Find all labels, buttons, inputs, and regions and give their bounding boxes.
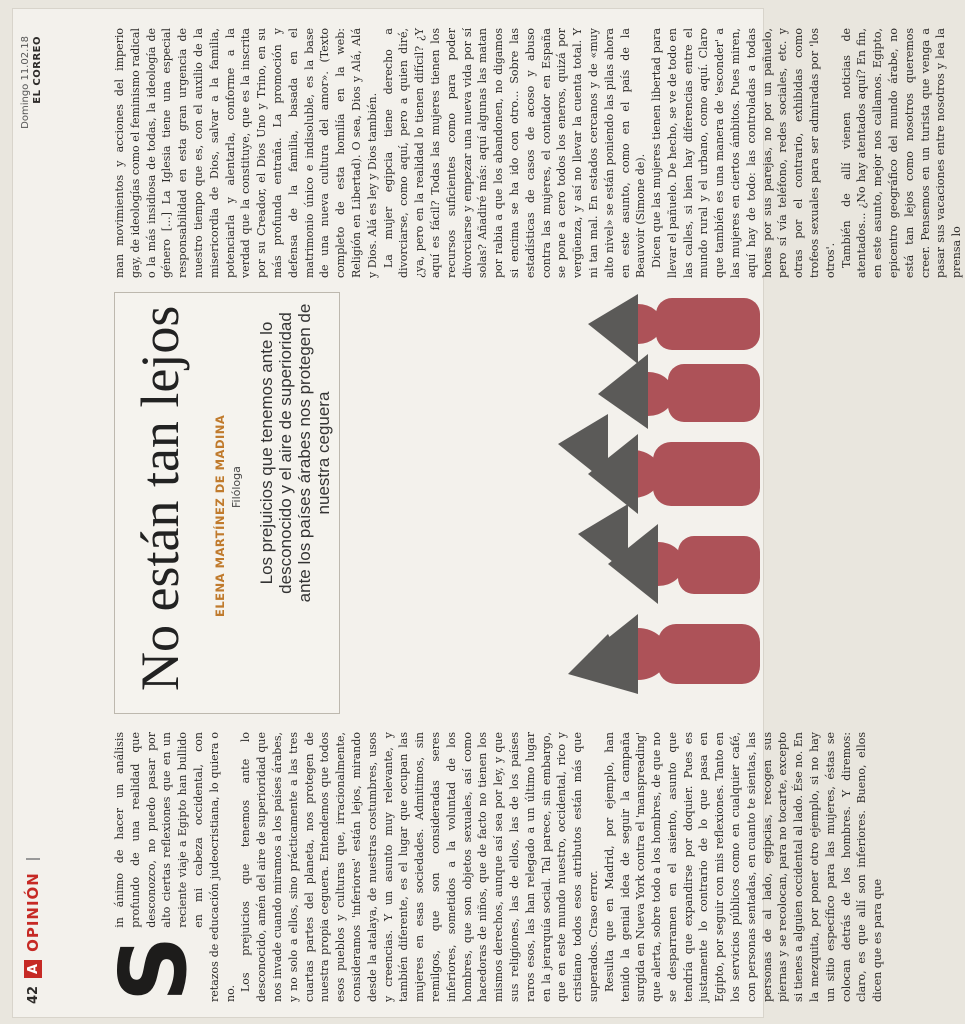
article-subtitle: Los prejuicios que tenemos ante lo desconocido y el aire de superioridad ante los países árabes nos protegen de nuestra ceguera (257, 303, 333, 603)
paragraph: Los prejuicios que tenemos ante lo desconocido, amén del aire de superioridad que nos invade cuando miramos a los países árabes, y no solo a ellos, sino prácticamente a las tres cuartas partes del planeta, nos protegen de nuestra propia ceguera. Entendemos que todos esos pueblos y culturas que, irracionalmente, consideramos 'inferiores' están lejos, mirando desde la atalaya, de nuestras costumbres, usos y creencias. Y un asunto muy relevante, y también diferente, es el lugar que ocupan las mujeres en esas sociedades. Admitimos, sin remilgos, que son consideradas seres inferiores, sometidos a la voluntad de los hombres, que son objetos sexuales, así como hacedoras de niños, que de facto no tienen los mismos derechos, aunque así sea por ley, y que sus religiones, las de ellos, las de los países raros esos, las han relegado a un último lugar en la jerarquía social. Tal parece, sin embargo, que en este mundo nuestro, occidental, rico y cristiano todos esos atributos están más que superados. Craso error. (239, 732, 600, 1002)
article-headline: No están tan lejos (130, 305, 190, 691)
issue-date: Domingo 11.02.18 (20, 36, 31, 129)
article-column-1 (100, 732, 885, 1002)
paragraph: in ánimo de hacer un análisis profundo de una realidad que desconozco, no puedo pasar por alto ciertas reflexiones que en un reciente viaje a Egipto han bullido en mi cabeza occidental, con retazos de educación judeocristiana, lo quiera o no. (113, 732, 237, 1002)
article-column-2 (112, 28, 964, 278)
page-header (18, 858, 48, 1004)
illustration-women-silhouettes (338, 294, 760, 714)
author-role: Filóloga (230, 466, 243, 508)
newspaper-logo-icon: A (24, 960, 42, 978)
rotated-page (14, 14, 964, 1014)
masthead (20, 36, 44, 129)
paragraph: También de allí vienen noticias de atentados... ¿No hay atentados aquí? En fin, en este asunto, mejor nos callamos. Egipto, epicentro geográfico del mundo árabe, no está tan lejos como nosotros queremos creer. Pensemos en un turista que venga a pasar sus vacaciones entre nosotros y lea la prensa lo (839, 28, 964, 278)
drop-cap: S (100, 935, 207, 1002)
section-title: OPINIÓN (24, 872, 42, 952)
paragraph: Resulta que en Madrid, por ejemplo, han tenido la genial idea de seguir la campaña surgida en Nueva York contra el 'manspreading' que alerta, sobre todo a los hombres, de que no se desparramen en el asiento, asunto que tendría que expandirse por doquier. Pues es justamente lo contrario de lo que pasa en Egipto, por seguir con mis reflexiones. Tanto en los servicios públicos como en cualquier café, con personas sentadas, en cuanto te sientas, las personas de al lado, egipcias, recogen sus piernas y se recolocan, para no tocarte, excepto si tienes a alguien occidental al lado. Ése no. En la mezquita, por poner otro ejemplo, si no hay un sitio específico para las mujeres, éstas se colocan detrás de los hombres. Y diremos: claro, es que allí son inferiores. Bueno, ellos dicen que es para que (602, 732, 885, 1002)
author-name: ELENA MARTÍNEZ DE MADINA (213, 414, 227, 617)
newspaper-name: EL CORREO (32, 36, 43, 104)
page-number: 42 (25, 985, 41, 1004)
paragraph: man movimientos y acciones del imperio gay, de ideologías como el feminismo radical o la más insidiosa de todas, la ideología de género [...] La Iglesia tiene una especial responsabilidad en esta gran urgencia de nuestro tiempo que es, con el auxilio de la misericordia de Dios, salvar a la familia, potenciarla y alentarla, conforme a la verdad que la constituye, que es la inscrita por su Creador, el Dios Uno y Trino, en su más profunda entraña. La promoción y defensa de la familia, basada en el matrimonio único e indisoluble, es la base de una nueva cultura del amor». (Texto completo de esta homilía en la web: Religión en Libertad). O sea, Dios y Alá, Alá y Dios. Alá es ley y Dios también. (113, 28, 379, 278)
headline-box (114, 292, 340, 714)
paragraph: Dicen que las mujeres tienen libertad para llevar el pañuelo. De hecho, se ve de todo en las calles, si bien hay diferencias entre el mundo rural y el urbano, como aquí. Claro que también es una manera de 'esconder' a las mujeres en ciertos ámbitos. Pues miren, aquí hay de todo: las controladas a todas horas por sus parejas, no por un pañuelo, pero sí vía teléfono, redes sociales, etc. y otras por el contrario, exhibidas como trofeos sexuales para ser admiradas por 'los otros'. (650, 28, 837, 278)
section-divider (26, 858, 40, 860)
paragraph: La mujer egipcia tiene derecho a divorciarse, como aquí, pero a quien diré, ¿ya, pero en la realidad lo tienen difícil? ¿Y aquí es fácil? Todas las mujeres tienen los recursos suficientes como para poder divorciarse y empezar una nueva vida por sí solas? Añadiré más: aquí algunas las matan por rabia a que los abandonen, no digamos si encima se ha ido con otro... Sobre las estadísticas de casos de acoso y abuso contra las mujeres, el contador en España se pone a cero todos los eneros, quizá por vergüenza, y así no llevar la cuenta total. Y ni tan mal. En estados cercanos y de «muy alto nivel» se están poniendo las pilas ahora en este asunto, como en el país de la Beauvoir (Simone de). (381, 28, 648, 278)
